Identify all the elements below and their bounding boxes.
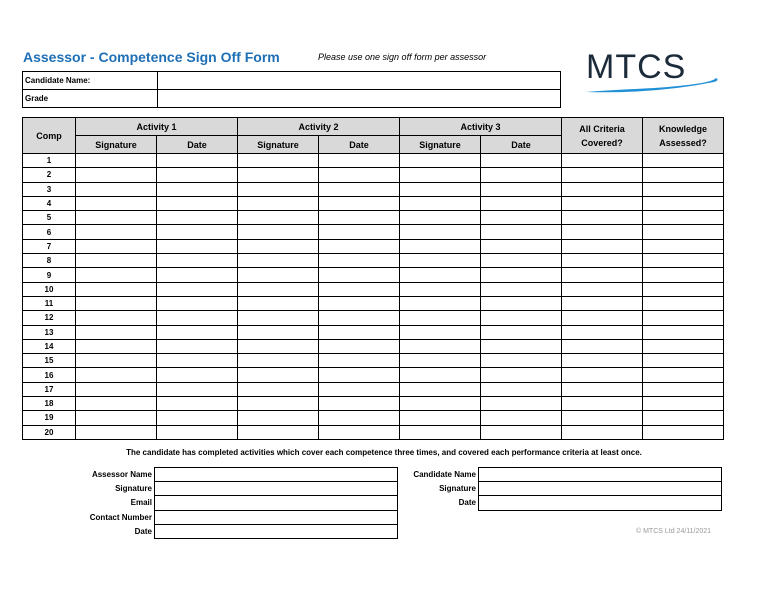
candidate-name-label: Candidate Name:: [23, 72, 158, 90]
signature-cell[interactable]: [400, 425, 481, 439]
table-row: [23, 268, 724, 282]
signature-cell[interactable]: [76, 296, 157, 310]
date-cell[interactable]: [481, 296, 562, 310]
date-cell[interactable]: [319, 211, 400, 225]
table-row: [23, 254, 724, 268]
date-cell[interactable]: [319, 411, 400, 425]
assessor-name-label: Assessor Name: [91, 470, 152, 480]
date-cell[interactable]: [157, 168, 238, 182]
date-cell[interactable]: [319, 225, 400, 239]
assessor-date-label: Date: [134, 526, 152, 536]
assessor-signature-label: Signature: [115, 484, 152, 494]
date-cell[interactable]: [481, 325, 562, 339]
date-cell[interactable]: [481, 425, 562, 439]
date-cell[interactable]: [319, 182, 400, 196]
signature-cell[interactable]: [238, 225, 319, 239]
date-cell[interactable]: [157, 196, 238, 210]
assessor-email-label: Email: [130, 498, 152, 508]
assessor-contact-field[interactable]: [155, 510, 398, 524]
signature-cell[interactable]: [238, 182, 319, 196]
signature-cell[interactable]: [238, 154, 319, 168]
date-cell[interactable]: [319, 397, 400, 411]
date-cell[interactable]: [319, 325, 400, 339]
signature-cell[interactable]: [238, 239, 319, 253]
knowledge-line2: Assessed?: [659, 137, 707, 148]
knowledge-cell[interactable]: [643, 339, 724, 353]
table-row: [23, 196, 724, 210]
knowledge-cell[interactable]: [643, 168, 724, 182]
date-cell[interactable]: [157, 325, 238, 339]
signature-cell[interactable]: [238, 254, 319, 268]
date-cell[interactable]: [319, 268, 400, 282]
table-row: [23, 282, 724, 296]
signature-cell[interactable]: [238, 411, 319, 425]
criteria-cell[interactable]: [562, 382, 643, 396]
comp-number: 5: [23, 211, 76, 225]
date-cell[interactable]: [157, 282, 238, 296]
date-cell[interactable]: [319, 382, 400, 396]
table-row: [23, 225, 724, 239]
knowledge-cell[interactable]: [643, 239, 724, 253]
date-cell[interactable]: [319, 339, 400, 353]
criteria-cell[interactable]: [562, 239, 643, 253]
table-row: [23, 339, 724, 353]
signature-cell[interactable]: [238, 425, 319, 439]
criteria-cell[interactable]: [562, 282, 643, 296]
signature-cell[interactable]: [400, 182, 481, 196]
grade-field[interactable]: [158, 90, 561, 108]
instruction-note: Please use one sign off form per assessor: [318, 52, 487, 62]
date-header: Date: [157, 136, 238, 154]
comp-number: 4: [23, 196, 76, 210]
candidate-date-label: Date: [458, 498, 476, 508]
signature-cell[interactable]: [400, 225, 481, 239]
comp-number: 8: [23, 254, 76, 268]
knowledge-header: [643, 118, 724, 154]
signature-cell[interactable]: [238, 296, 319, 310]
date-cell[interactable]: [481, 268, 562, 282]
comp-number: 9: [23, 268, 76, 282]
date-cell[interactable]: [319, 154, 400, 168]
copyright-notice: © MTCS Ltd 24/11/2021: [636, 528, 712, 535]
assessor-email-field[interactable]: [155, 496, 398, 510]
criteria-cell[interactable]: [562, 411, 643, 425]
table-row: [23, 296, 724, 310]
signature-cell[interactable]: [400, 397, 481, 411]
date-cell[interactable]: [157, 339, 238, 353]
logo-text: MTCS: [586, 48, 687, 86]
date-header: Date: [481, 136, 562, 154]
knowledge-cell[interactable]: [643, 311, 724, 325]
date-cell[interactable]: [157, 268, 238, 282]
comp-number: 17: [23, 382, 76, 396]
knowledge-cell[interactable]: [643, 154, 724, 168]
criteria-cell[interactable]: [562, 168, 643, 182]
table-row: [23, 211, 724, 225]
signature-cell[interactable]: [76, 211, 157, 225]
signature-cell[interactable]: [76, 168, 157, 182]
signature-cell[interactable]: [76, 382, 157, 396]
signature-cell[interactable]: [238, 325, 319, 339]
signature-cell[interactable]: [238, 211, 319, 225]
comp-number: 12: [23, 311, 76, 325]
knowledge-cell[interactable]: [643, 382, 724, 396]
candidate-name-field[interactable]: [158, 72, 561, 90]
comp-number: 3: [23, 182, 76, 196]
criteria-cell[interactable]: [562, 325, 643, 339]
criteria-cell[interactable]: [562, 425, 643, 439]
mtcs-logo: [584, 50, 724, 98]
signature-cell[interactable]: [238, 168, 319, 182]
knowledge-cell[interactable]: [643, 354, 724, 368]
knowledge-cell[interactable]: [643, 296, 724, 310]
signature-cell[interactable]: [400, 268, 481, 282]
date-cell[interactable]: [319, 168, 400, 182]
candidate-sign-table: [402, 467, 722, 511]
grade-label: Grade: [23, 90, 158, 108]
date-cell[interactable]: [157, 296, 238, 310]
knowledge-cell[interactable]: [643, 225, 724, 239]
knowledge-cell[interactable]: [643, 282, 724, 296]
criteria-cell[interactable]: [562, 211, 643, 225]
table-row: [23, 182, 724, 196]
date-cell[interactable]: [481, 182, 562, 196]
assessor-name-field[interactable]: [155, 468, 398, 482]
date-cell[interactable]: [319, 311, 400, 325]
signature-cell[interactable]: [76, 397, 157, 411]
table-row: [23, 397, 724, 411]
activity2-header: Activity 2: [238, 118, 400, 136]
date-cell[interactable]: [481, 282, 562, 296]
comp-number: 7: [23, 239, 76, 253]
signature-cell[interactable]: [400, 154, 481, 168]
signature-cell[interactable]: [238, 196, 319, 210]
assessor-sign-table: [80, 467, 398, 539]
activity3-header: Activity 3: [400, 118, 562, 136]
signature-cell[interactable]: [400, 282, 481, 296]
date-cell[interactable]: [481, 225, 562, 239]
comp-number: 19: [23, 411, 76, 425]
criteria-line1: All Criteria: [579, 123, 625, 134]
table-row: [23, 354, 724, 368]
knowledge-cell[interactable]: [643, 411, 724, 425]
knowledge-cell[interactable]: [643, 397, 724, 411]
criteria-line2: Covered?: [581, 137, 623, 148]
signature-cell[interactable]: [400, 354, 481, 368]
signature-cell[interactable]: [238, 397, 319, 411]
signature-header: Signature: [76, 136, 157, 154]
date-cell[interactable]: [157, 225, 238, 239]
date-cell[interactable]: [157, 354, 238, 368]
comp-number: 1: [23, 154, 76, 168]
candidate-signature-label: Signature: [439, 484, 476, 494]
table-row: [23, 311, 724, 325]
criteria-cell[interactable]: [562, 196, 643, 210]
candidate-date-field[interactable]: [479, 496, 722, 510]
signature-cell[interactable]: [76, 339, 157, 353]
assessor-date-field[interactable]: [155, 524, 398, 538]
competence-grid: [22, 117, 724, 440]
table-row: [23, 239, 724, 253]
activity1-header: Activity 1: [76, 118, 238, 136]
signature-cell[interactable]: [76, 254, 157, 268]
date-cell[interactable]: [319, 282, 400, 296]
criteria-cell[interactable]: [562, 339, 643, 353]
date-cell[interactable]: [157, 239, 238, 253]
date-cell[interactable]: [157, 397, 238, 411]
date-cell[interactable]: [481, 211, 562, 225]
criteria-cell[interactable]: [562, 225, 643, 239]
criteria-cell[interactable]: [562, 397, 643, 411]
date-cell[interactable]: [157, 182, 238, 196]
date-cell[interactable]: [481, 354, 562, 368]
date-cell[interactable]: [481, 168, 562, 182]
comp-number: 10: [23, 282, 76, 296]
candidate-signature-field[interactable]: [479, 482, 722, 496]
knowledge-cell[interactable]: [643, 182, 724, 196]
date-cell[interactable]: [319, 354, 400, 368]
date-cell[interactable]: [157, 211, 238, 225]
date-header: Date: [319, 136, 400, 154]
date-cell[interactable]: [481, 254, 562, 268]
table-row: [23, 154, 724, 168]
criteria-cell[interactable]: [562, 154, 643, 168]
comp-number: 14: [23, 339, 76, 353]
candidate-sign-name-field[interactable]: [479, 468, 722, 482]
date-cell[interactable]: [481, 397, 562, 411]
knowledge-cell[interactable]: [643, 196, 724, 210]
comp-number: 11: [23, 296, 76, 310]
date-cell[interactable]: [481, 411, 562, 425]
comp-number: 13: [23, 325, 76, 339]
date-cell[interactable]: [481, 196, 562, 210]
criteria-cell[interactable]: [562, 311, 643, 325]
signature-cell[interactable]: [76, 411, 157, 425]
signature-cell[interactable]: [400, 196, 481, 210]
date-cell[interactable]: [157, 154, 238, 168]
date-cell[interactable]: [319, 296, 400, 310]
signature-cell[interactable]: [238, 282, 319, 296]
table-row: [23, 411, 724, 425]
date-cell[interactable]: [319, 196, 400, 210]
signature-cell[interactable]: [76, 311, 157, 325]
signature-cell[interactable]: [76, 239, 157, 253]
table-row: [23, 325, 724, 339]
date-cell[interactable]: [481, 239, 562, 253]
date-cell[interactable]: [157, 254, 238, 268]
knowledge-cell[interactable]: [643, 268, 724, 282]
knowledge-cell[interactable]: [643, 325, 724, 339]
date-cell[interactable]: [157, 382, 238, 396]
signature-cell[interactable]: [400, 368, 481, 382]
criteria-header: [562, 118, 643, 154]
form-title: Assessor - Competence Sign Off Form: [23, 49, 280, 65]
signature-cell[interactable]: [76, 154, 157, 168]
signature-cell[interactable]: [400, 239, 481, 253]
signature-cell[interactable]: [238, 382, 319, 396]
signature-header: Signature: [238, 136, 319, 154]
completion-statement: The candidate has completed activities which cover each competence three times, and covered each performance criteria at least once.: [126, 448, 642, 457]
signature-cell[interactable]: [400, 325, 481, 339]
date-cell[interactable]: [157, 368, 238, 382]
signature-cell[interactable]: [238, 268, 319, 282]
criteria-cell[interactable]: [562, 268, 643, 282]
date-cell[interactable]: [481, 339, 562, 353]
comp-number: 2: [23, 168, 76, 182]
signature-cell[interactable]: [400, 339, 481, 353]
comp-number: 16: [23, 368, 76, 382]
criteria-cell[interactable]: [562, 254, 643, 268]
table-row: [23, 168, 724, 182]
knowledge-cell[interactable]: [643, 368, 724, 382]
date-cell[interactable]: [157, 311, 238, 325]
signature-cell[interactable]: [400, 382, 481, 396]
table-row: [23, 382, 724, 396]
comp-header: Comp: [23, 118, 76, 154]
signature-cell[interactable]: [238, 311, 319, 325]
date-cell[interactable]: [481, 382, 562, 396]
signature-cell[interactable]: [400, 254, 481, 268]
assessor-contact-label: Contact Number: [89, 512, 152, 522]
signature-cell[interactable]: [76, 182, 157, 196]
signature-cell[interactable]: [76, 368, 157, 382]
comp-number: 6: [23, 225, 76, 239]
comp-number: 18: [23, 397, 76, 411]
table-row: [23, 368, 724, 382]
signature-cell[interactable]: [400, 211, 481, 225]
signature-cell[interactable]: [76, 325, 157, 339]
criteria-cell[interactable]: [562, 182, 643, 196]
candidate-sign-name-label: Candidate Name: [413, 470, 476, 480]
signature-cell[interactable]: [76, 354, 157, 368]
date-cell[interactable]: [319, 254, 400, 268]
signature-cell[interactable]: [400, 296, 481, 310]
knowledge-cell[interactable]: [643, 211, 724, 225]
date-cell[interactable]: [481, 311, 562, 325]
candidate-info-table: [22, 71, 561, 108]
signature-cell[interactable]: [400, 311, 481, 325]
comp-number: 15: [23, 354, 76, 368]
knowledge-line1: Knowledge: [658, 123, 707, 134]
knowledge-cell[interactable]: [643, 254, 724, 268]
criteria-cell[interactable]: [562, 296, 643, 310]
date-cell[interactable]: [481, 368, 562, 382]
date-cell[interactable]: [319, 425, 400, 439]
signature-cell[interactable]: [238, 354, 319, 368]
criteria-cell[interactable]: [562, 354, 643, 368]
signature-cell[interactable]: [400, 411, 481, 425]
signature-cell[interactable]: [400, 168, 481, 182]
signature-cell[interactable]: [76, 196, 157, 210]
date-cell[interactable]: [157, 425, 238, 439]
table-row: [23, 425, 724, 439]
signature-header: Signature: [400, 136, 481, 154]
signature-cell[interactable]: [238, 339, 319, 353]
knowledge-cell[interactable]: [643, 425, 724, 439]
signature-cell[interactable]: [238, 368, 319, 382]
date-cell[interactable]: [319, 368, 400, 382]
assessor-signature-field[interactable]: [155, 482, 398, 496]
logo-swoosh-icon: [584, 76, 724, 96]
comp-number: 20: [23, 425, 76, 439]
date-cell[interactable]: [319, 239, 400, 253]
signature-cell[interactable]: [76, 425, 157, 439]
date-cell[interactable]: [481, 154, 562, 168]
criteria-cell[interactable]: [562, 368, 643, 382]
signature-cell[interactable]: [76, 282, 157, 296]
signature-cell[interactable]: [76, 268, 157, 282]
signature-cell[interactable]: [76, 225, 157, 239]
date-cell[interactable]: [157, 411, 238, 425]
